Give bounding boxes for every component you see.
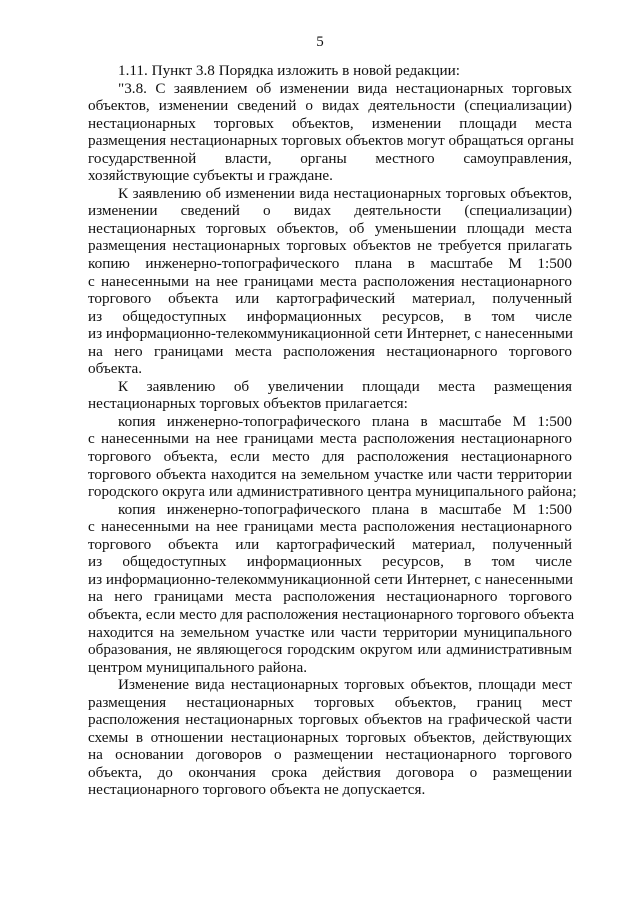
text-line: схемы в отношении нестационарных торговых объектов, действующих: [88, 728, 572, 746]
text-line: из информационно-телекоммуникационной сети Интернет, с нанесенными: [88, 570, 573, 588]
text-line: К заявлению об изменении вида нестационарных торговых объектов,: [118, 184, 572, 202]
text-line: хозяйствующие субъекты и граждане.: [88, 167, 333, 185]
text-line: объекта, до окончания срока действия договора о размещении: [88, 763, 572, 781]
text-line: копия инженерно-топографического плана в масштабе М 1:500: [118, 500, 572, 518]
text-line: на основании договоров о размещении нестационарного торгового: [88, 746, 572, 764]
text-line: на него границами места расположения нестационарного торгового: [88, 588, 572, 606]
text-line: размещения нестационарных торговых объектов не требуется прилагать: [88, 237, 572, 255]
text-line: с нанесенными на нее границами места расположения нестационарного: [88, 518, 572, 536]
text-line: копию инженерно-топографического плана в масштабе М 1:500: [88, 255, 572, 273]
text-line: "3.8. С заявлением об изменении вида нестационарных торговых: [118, 79, 572, 97]
text-line: из общедоступных информационных ресурсов, в том числе: [88, 307, 572, 325]
text-line: объекта, если место для расположения нестационарного торгового объекта: [88, 605, 575, 623]
text-line: расположения нестационарных торговых объектов на графической части: [88, 711, 572, 729]
text-line: размещения нестационарных торговых объектов могут обращаться органы: [88, 132, 574, 150]
text-line: нестационарных торговых объектов прилагается:: [88, 395, 408, 413]
text-line: Изменение вида нестационарных торговых объектов, площади мест: [118, 676, 572, 694]
text-line: находится на земельном участке или части территории муниципального: [88, 623, 572, 641]
text-line: государственной власти, органы местного самоуправления,: [88, 149, 572, 167]
text-line: нестационарного торгового объекта не допускается.: [88, 781, 426, 799]
text-line: с нанесенными на нее границами места расположения нестационарного: [88, 430, 572, 448]
text-line: центром муниципального района.: [88, 658, 308, 676]
text-line: торгового объекта, если место для расположения нестационарного: [88, 448, 572, 466]
text-line: нестационарных торговых объектов, изменении площади места: [88, 114, 572, 132]
page-number: 5: [316, 34, 324, 50]
text-line: объекта.: [88, 360, 143, 378]
text-line: копия инженерно-топографического плана в масштабе М 1:500: [118, 412, 572, 430]
text-line: нестационарных торговых объектов, об уменьшении площади места: [88, 219, 572, 237]
text-line: торгового объекта или картографический материал, полученный: [88, 535, 572, 553]
text-line: торгового объекта или картографический материал, полученный: [88, 290, 572, 308]
text-line: размещения нестационарных торговых объектов, границ мест: [88, 693, 572, 711]
text-line: из общедоступных информационных ресурсов, в том числе: [88, 553, 572, 571]
text-line: объектов, изменении сведений о видах деятельности (специализации): [88, 97, 572, 115]
text-line: торгового объекта находится на земельном участке или части территории: [88, 465, 572, 483]
text-line: городского округа или административного центра муниципального района;: [88, 483, 577, 501]
text-line: образования, не являющегося городским округом или административным: [88, 641, 572, 659]
text-line: изменении сведений о видах деятельности (специализации): [88, 202, 572, 220]
document-body: [88, 62, 577, 799]
text-line: с нанесенными на нее границами места расположения нестационарного: [88, 272, 572, 290]
text-line: на него границами места расположения нестационарного торгового: [88, 342, 572, 360]
text-line: К заявлению об увеличении площади места размещения: [118, 377, 572, 395]
text-line: из информационно-телекоммуникационной сети Интернет, с нанесенными: [88, 325, 573, 343]
text-line: 1.11. Пункт 3.8 Порядка изложить в новой редакции:: [118, 62, 461, 79]
